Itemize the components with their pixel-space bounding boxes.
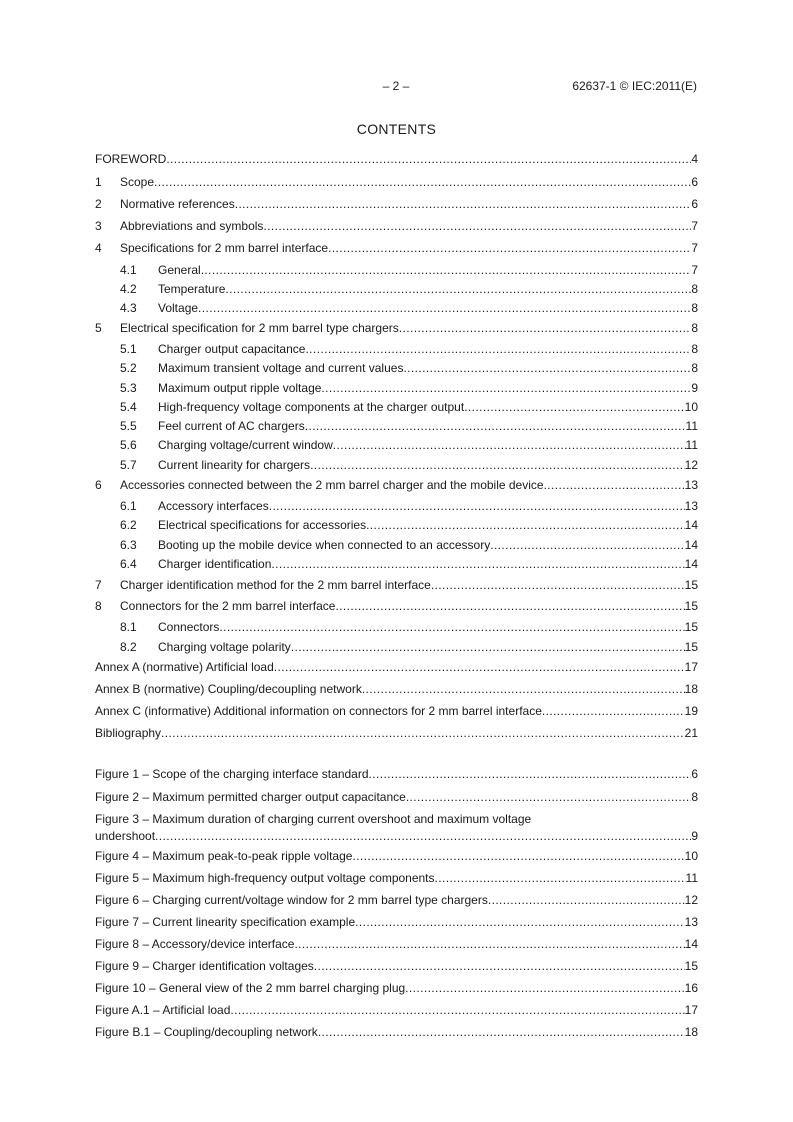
- dot-leader: [225, 282, 691, 297]
- figure-entry-page: 14: [684, 937, 698, 951]
- figure-entry-page: 6: [691, 767, 698, 781]
- dot-leader: [369, 767, 692, 782]
- dot-leader: [406, 790, 691, 805]
- toc-entry-title: Scope: [120, 175, 155, 189]
- toc-entry-title: Annex A (normative) Artificial load: [95, 660, 274, 674]
- dot-leader: [235, 197, 692, 212]
- toc-entry[interactable]: [120, 263, 698, 278]
- figure-entry-page: 8: [691, 790, 698, 804]
- dot-leader: [198, 301, 691, 316]
- toc-entry-page: 11: [685, 438, 698, 452]
- dot-leader: [399, 321, 692, 336]
- figure-entry[interactable]: [95, 893, 698, 908]
- dot-leader: [318, 1025, 685, 1040]
- dot-leader: [544, 478, 685, 493]
- toc-entry-number: 5.6: [120, 438, 137, 452]
- toc-entry-page: 11: [685, 419, 698, 433]
- dot-leader: [263, 219, 691, 234]
- toc-entry-number: 6: [95, 478, 102, 492]
- toc-entry-number: 1: [95, 175, 102, 189]
- dot-leader: [305, 342, 691, 357]
- dot-leader: [314, 959, 685, 974]
- toc-entry-title: Charging voltage polarity: [158, 640, 291, 654]
- toc-entry-page: 19: [684, 704, 698, 718]
- toc-entry-page: 6: [691, 175, 698, 189]
- toc-entry-title: General: [158, 263, 201, 277]
- dot-leader: [355, 915, 685, 930]
- figure-entry-title: Figure 1 – Scope of the charging interface standard: [95, 767, 369, 781]
- toc-entry-number: 5.1: [120, 342, 137, 356]
- toc-entry-title: Maximum transient voltage and current values: [158, 361, 404, 375]
- toc-entry-page: 14: [684, 518, 698, 532]
- figure-entry[interactable]: [95, 849, 698, 864]
- figure-entry[interactable]: [95, 1003, 698, 1018]
- dot-leader: [490, 538, 684, 553]
- dot-leader: [366, 518, 685, 533]
- figure-entry-title: Figure 4 – Maximum peak-to-peak ripple voltage: [95, 849, 353, 863]
- dot-leader: [294, 937, 684, 952]
- toc-entry[interactable]: [95, 599, 698, 614]
- toc-entry-title: Booting up the mobile device when connected to an accessory: [158, 538, 491, 552]
- toc-entry-number: 7: [95, 578, 102, 592]
- toc-entry[interactable]: [120, 301, 698, 316]
- dot-leader: [154, 175, 691, 190]
- figure-entry[interactable]: [95, 1025, 698, 1040]
- toc-entry-number: 5.3: [120, 381, 137, 395]
- toc-entry-page: 14: [684, 557, 698, 571]
- toc-entry[interactable]: [120, 361, 698, 376]
- toc-entry-title: Maximum output ripple voltage: [158, 381, 322, 395]
- toc-entry-number: 5.5: [120, 419, 137, 433]
- figure-entry-page: 18: [684, 1025, 698, 1039]
- figure-entry-title: Figure 5 – Maximum high-frequency output voltage components: [95, 871, 435, 885]
- figure-entry[interactable]: [95, 829, 698, 844]
- toc-entry-page: 8: [691, 361, 698, 375]
- figure-entry-title-continued: undershoot: [95, 829, 156, 843]
- toc-entry-title: Temperature: [158, 282, 226, 296]
- toc-entry-page: 15: [684, 640, 698, 654]
- dot-leader: [405, 981, 684, 996]
- dot-leader: [431, 578, 685, 593]
- toc-entry-page: 13: [684, 499, 698, 513]
- dot-leader: [305, 419, 686, 434]
- toc-entry-title: Voltage: [158, 301, 199, 315]
- toc-entry-title: Connectors for the 2 mm barrel interface: [120, 599, 336, 613]
- toc-entry[interactable]: [95, 219, 698, 234]
- toc-entry[interactable]: [120, 458, 698, 473]
- toc-entry-number: 8.1: [120, 620, 137, 634]
- toc-entry[interactable]: [120, 438, 698, 453]
- figure-entry[interactable]: [95, 915, 698, 930]
- figure-entry-page: 9: [691, 829, 698, 843]
- dot-leader: [435, 871, 686, 886]
- dot-leader: [269, 499, 685, 514]
- figure-entry-page: 11: [685, 871, 698, 885]
- dot-leader: [464, 400, 684, 415]
- toc-entry-title: Current linearity for chargers: [158, 458, 311, 472]
- toc-entry-title: Electrical specifications for accessories: [158, 518, 367, 532]
- figure-entry[interactable]: [95, 981, 698, 996]
- toc-entry-page: 17: [684, 660, 698, 674]
- toc-entry[interactable]: [95, 578, 698, 593]
- dot-leader: [161, 726, 685, 741]
- dot-leader: [230, 1003, 684, 1018]
- toc-entry-title: Normative references: [120, 197, 235, 211]
- toc-entry-page: 12: [684, 458, 698, 472]
- dot-leader: [291, 640, 685, 655]
- toc-entry-page: 7: [691, 263, 698, 277]
- figure-entry-title: Figure B.1 – Coupling/decoupling network: [95, 1025, 318, 1039]
- toc-entry-number: 5: [95, 321, 102, 335]
- toc-entry-page: 4: [691, 152, 698, 166]
- figure-entry[interactable]: [95, 871, 698, 886]
- dot-leader: [271, 557, 684, 572]
- toc-entry-number: 2: [95, 197, 102, 211]
- toc-entry[interactable]: [95, 321, 698, 336]
- toc-entry-number: 4.1: [120, 263, 137, 277]
- figure-entry[interactable]: [95, 790, 698, 805]
- toc-entry-title: Electrical specification for 2 mm barrel type chargers: [120, 321, 399, 335]
- toc-entry[interactable]: [120, 419, 698, 434]
- dot-leader: [542, 704, 685, 719]
- toc-entry[interactable]: [120, 518, 698, 533]
- figure-entry-title: Figure 8 – Accessory/device interface: [95, 937, 295, 951]
- dot-leader: [328, 241, 691, 256]
- toc-entry[interactable]: [120, 499, 698, 514]
- toc-entry[interactable]: [95, 241, 698, 256]
- toc-entry-title: Annex B (normative) Coupling/decoupling network: [95, 682, 362, 696]
- toc-entry[interactable]: [95, 682, 698, 697]
- toc-entry[interactable]: [120, 557, 698, 572]
- toc-entry-title: Annex C (informative) Additional information on connectors for 2 mm barrel interface: [95, 704, 542, 718]
- toc-entry-page: 15: [684, 578, 698, 592]
- figure-entry[interactable]: [95, 937, 698, 952]
- toc-entry[interactable]: [120, 538, 698, 553]
- toc-entry[interactable]: [120, 620, 698, 635]
- dot-leader: [362, 682, 685, 697]
- toc-entry-number: 8: [95, 599, 102, 613]
- dot-leader: [166, 152, 691, 167]
- toc-entry-page: 13: [684, 478, 698, 492]
- toc-entry-page: 15: [684, 599, 698, 613]
- toc-entry[interactable]: [95, 152, 698, 167]
- toc-entry-title: Accessories connected between the 2 mm barrel charger and the mobile device: [120, 478, 544, 492]
- toc-entry[interactable]: [95, 478, 698, 493]
- dot-leader: [352, 849, 684, 864]
- toc-entry-title: Charger identification: [158, 557, 272, 571]
- toc-entry-page: 18: [684, 682, 698, 696]
- toc-entry-title: Bibliography: [95, 726, 162, 740]
- toc-entry-number: 4: [95, 241, 102, 255]
- toc-entry-title: Connectors: [158, 620, 220, 634]
- toc-entry-title: Feel current of AC chargers: [158, 419, 305, 433]
- dot-leader: [321, 381, 691, 396]
- toc-entry-page: 8: [691, 282, 698, 296]
- toc-entry-title: FOREWORD: [95, 152, 167, 166]
- toc-entry-number: 8.2: [120, 640, 137, 654]
- figure-entry[interactable]: [95, 959, 698, 974]
- figure-entry-page: 16: [684, 981, 698, 995]
- toc-entry-page: 21: [684, 726, 698, 740]
- toc-entry-number: 4.2: [120, 282, 137, 296]
- standard-reference: 62637-1 © IEC:2011(E): [572, 79, 697, 93]
- dot-leader: [201, 263, 692, 278]
- dot-leader: [335, 599, 684, 614]
- figure-entry-title: Figure 7 – Current linearity specification example: [95, 915, 356, 929]
- dot-leader: [333, 438, 686, 453]
- toc-entry-page: 10: [684, 400, 698, 414]
- toc-entry-page: 8: [691, 321, 698, 335]
- dot-leader: [155, 829, 691, 844]
- toc-entry[interactable]: [120, 342, 698, 357]
- figure-entry[interactable]: [95, 767, 698, 782]
- figure-entry-title: Figure 6 – Charging current/voltage window for 2 mm barrel type chargers: [95, 893, 488, 907]
- figure-entry-title: Figure 10 – General view of the 2 mm barrel charging plug: [95, 981, 406, 995]
- dot-leader: [488, 893, 685, 908]
- toc-entry[interactable]: [95, 175, 698, 190]
- toc-entry-number: 6.1: [120, 499, 137, 513]
- toc-entry[interactable]: [95, 726, 698, 741]
- dot-leader: [274, 660, 685, 675]
- toc-entry-page: 8: [691, 301, 698, 315]
- toc-entry[interactable]: [120, 640, 698, 655]
- figure-entry-page: 17: [684, 1003, 698, 1017]
- toc-entry[interactable]: [95, 197, 698, 212]
- toc-entry-title: Charger identification method for the 2 mm barrel interface: [120, 578, 431, 592]
- figure-entry-title: Figure A.1 – Artificial load: [95, 1003, 231, 1017]
- toc-entry-title: Abbreviations and symbols: [120, 219, 264, 233]
- toc-entry-page: 14: [684, 538, 698, 552]
- toc-entry-title: Specifications for 2 mm barrel interface: [120, 241, 329, 255]
- toc-entry[interactable]: [120, 381, 698, 396]
- page-title: CONTENTS: [356, 121, 437, 137]
- page-number: – 2 –: [382, 79, 410, 93]
- toc-entry[interactable]: [95, 704, 698, 719]
- toc-entry-page: 7: [691, 241, 698, 255]
- toc-entry-number: 3: [95, 219, 102, 233]
- dot-leader: [219, 620, 684, 635]
- figure-entry-title: Figure 9 – Charger identification voltages: [95, 959, 314, 973]
- toc-entry[interactable]: [120, 400, 698, 415]
- toc-entry-page: 8: [691, 342, 698, 356]
- toc-entry[interactable]: [95, 660, 698, 675]
- figure-entry-title: Figure 3 – Maximum duration of charging current overshoot and maximum voltage: [95, 812, 532, 826]
- toc-entry-number: 6.2: [120, 518, 137, 532]
- figure-entry-page: 10: [684, 849, 698, 863]
- toc-entry-page: 7: [691, 219, 698, 233]
- dot-leader: [403, 361, 691, 376]
- toc-entry-number: 5.4: [120, 400, 137, 414]
- toc-entry-title: Charger output capacitance: [158, 342, 306, 356]
- toc-entry-title: Charging voltage/current window: [158, 438, 333, 452]
- figure-entry-page: 13: [684, 915, 698, 929]
- toc-entry-page: 9: [691, 381, 698, 395]
- dot-leader: [310, 458, 685, 473]
- toc-entry-page: 6: [691, 197, 698, 211]
- toc-entry-number: 5.7: [120, 458, 137, 472]
- toc-entry-number: 5.2: [120, 361, 137, 375]
- toc-entry-title: High-frequency voltage components at the charger output: [158, 400, 465, 414]
- figure-entry-title: Figure 2 – Maximum permitted charger output capacitance: [95, 790, 406, 804]
- figure-entry-page: 15: [684, 959, 698, 973]
- toc-entry-title: Accessory interfaces: [158, 499, 269, 513]
- figure-entry-page: 12: [684, 893, 698, 907]
- toc-entry-number: 6.3: [120, 538, 137, 552]
- toc-entry-page: 15: [684, 620, 698, 634]
- toc-entry-number: 4.3: [120, 301, 137, 315]
- toc-entry-number: 6.4: [120, 557, 137, 571]
- toc-entry[interactable]: [120, 282, 698, 297]
